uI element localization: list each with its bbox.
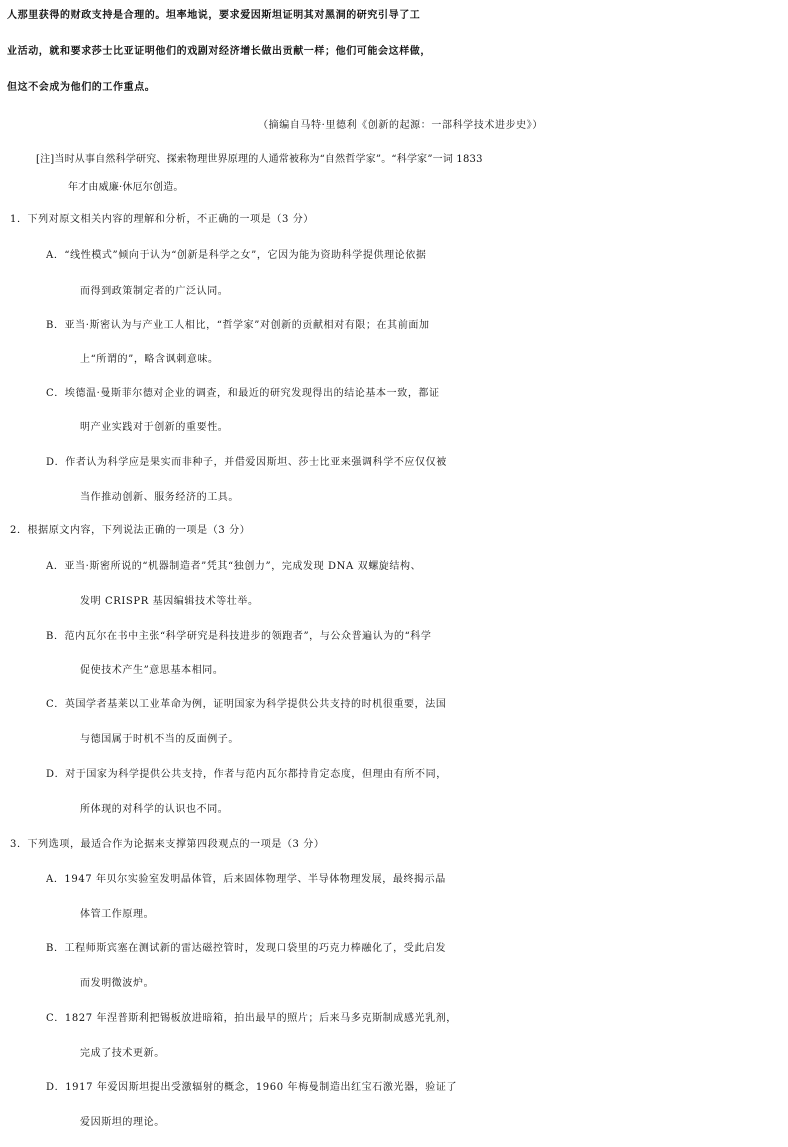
question-1-option-b-line-2: 上“所谓的”，略含讽刺意味。 bbox=[80, 354, 219, 365]
question-1-option-b-line-1: B．亚当·斯密认为与产业工人相比，“哲学家”对创新的贡献相对有限；在其前面加 bbox=[46, 320, 430, 331]
question-2-option-c-line-1: C．英国学者基莱以工业革命为例，证明国家为科学提供公共支持的时机很重要，法国 bbox=[46, 699, 447, 710]
question-2-option-d-line-2: 所体现的对科学的认识也不同。 bbox=[80, 804, 229, 815]
question-1-stem: 1．下列对原文相关内容的理解和分析，不正确的一项是（3 分） bbox=[10, 214, 314, 225]
passage-line-2: 业活动，就和要求莎士比亚证明他们的戏剧对经济增长做出贡献一样；他们可能会这样做， bbox=[7, 46, 431, 57]
footnote-line-1: [注]当时从事自然科学研究、探索物理世界原理的人通常被称为“自然哲学家”。“科学家”一词 1833 bbox=[36, 154, 483, 165]
question-2-option-a-line-2: 发明 CRISPR 基因编辑技术等壮举。 bbox=[80, 596, 259, 607]
footnote-line-2: 年才由威廉·休厄尔创造。 bbox=[68, 182, 184, 193]
question-3-option-b-line-1: B．工程师斯宾塞在测试新的雷达磁控管时，发现口袋里的巧克力棒融化了，受此启发 bbox=[46, 943, 447, 954]
question-3-option-d-line-1: D．1917 年爱因斯坦提出受激辐射的概念，1960 年梅曼制造出红宝石激光器，验证了 bbox=[46, 1082, 458, 1093]
question-1-option-c-line-2: 明产业实践对于创新的重要性。 bbox=[80, 422, 229, 433]
question-2-option-a-line-1: A．亚当·斯密所说的“机器制造者”凭其“独创力”，完成发现 DNA 双螺旋结构、 bbox=[46, 561, 422, 572]
question-1-option-d-line-2: 当作推动创新、服务经济的工具。 bbox=[80, 492, 239, 503]
source-citation: （摘编自马特·里德利《创新的起源：一部科学技术进步史》） bbox=[258, 120, 543, 131]
passage-line-3: 但这不会成为他们的工作重点。 bbox=[7, 82, 156, 93]
question-1-option-d-line-1: D．作者认为科学应是果实而非种子，并借爱因斯坦、莎士比亚来强调科学不应仅仅被 bbox=[46, 457, 447, 468]
question-1-option-a-line-1: A．“线性模式”倾向于认为“创新是科学之女”，它因为能为资助科学提供理论依据 bbox=[46, 250, 427, 261]
question-1-option-c-line-1: C．埃德温·曼斯菲尔德对企业的调查，和最近的研究发现得出的结论基本一致，都证 bbox=[46, 388, 440, 399]
question-3-option-a-line-2: 体管工作原理。 bbox=[80, 909, 155, 920]
question-3-stem: 3．下列选项，最适合作为论据来支撑第四段观点的一项是（3 分） bbox=[10, 839, 325, 850]
question-2-option-b-line-2: 促使技术产生”意思基本相同。 bbox=[80, 665, 224, 676]
question-3-option-d-line-2: 爱因斯坦的理论。 bbox=[80, 1117, 165, 1128]
passage-line-1: 人那里获得的财政支持是合理的。坦率地说，要求爱因斯坦证明其对黑洞的研究引导了工 bbox=[7, 10, 421, 21]
question-3-option-a-line-1: A．1947 年贝尔实验室发明晶体管，后来固体物理学、半导体物理发展，最终揭示晶 bbox=[46, 874, 446, 885]
question-2-stem: 2．根据原文内容，下列说法正确的一项是（3 分） bbox=[10, 525, 251, 536]
question-3-option-c-line-1: C．1827 年涅普斯利把锡板放进暗箱，拍出最早的照片；后来马多克斯制成感光乳剂， bbox=[46, 1013, 457, 1024]
question-1-option-a-line-2: 而得到政策制定者的广泛认同。 bbox=[80, 286, 229, 297]
question-3-option-b-line-2: 而发明微波炉。 bbox=[80, 978, 155, 989]
question-2-option-d-line-1: D．对于国家为科学提供公共支持，作者与范内瓦尔都持肯定态度，但理由有所不同， bbox=[46, 769, 447, 780]
question-2-option-c-line-2: 与德国属于时机不当的反面例子。 bbox=[80, 734, 239, 745]
question-3-option-c-line-2: 完成了技术更新。 bbox=[80, 1048, 165, 1059]
question-2-option-b-line-1: B．范内瓦尔在书中主张“科学研究是科技进步的领跑者”，与公众普遍认为的“科学 bbox=[46, 631, 432, 642]
